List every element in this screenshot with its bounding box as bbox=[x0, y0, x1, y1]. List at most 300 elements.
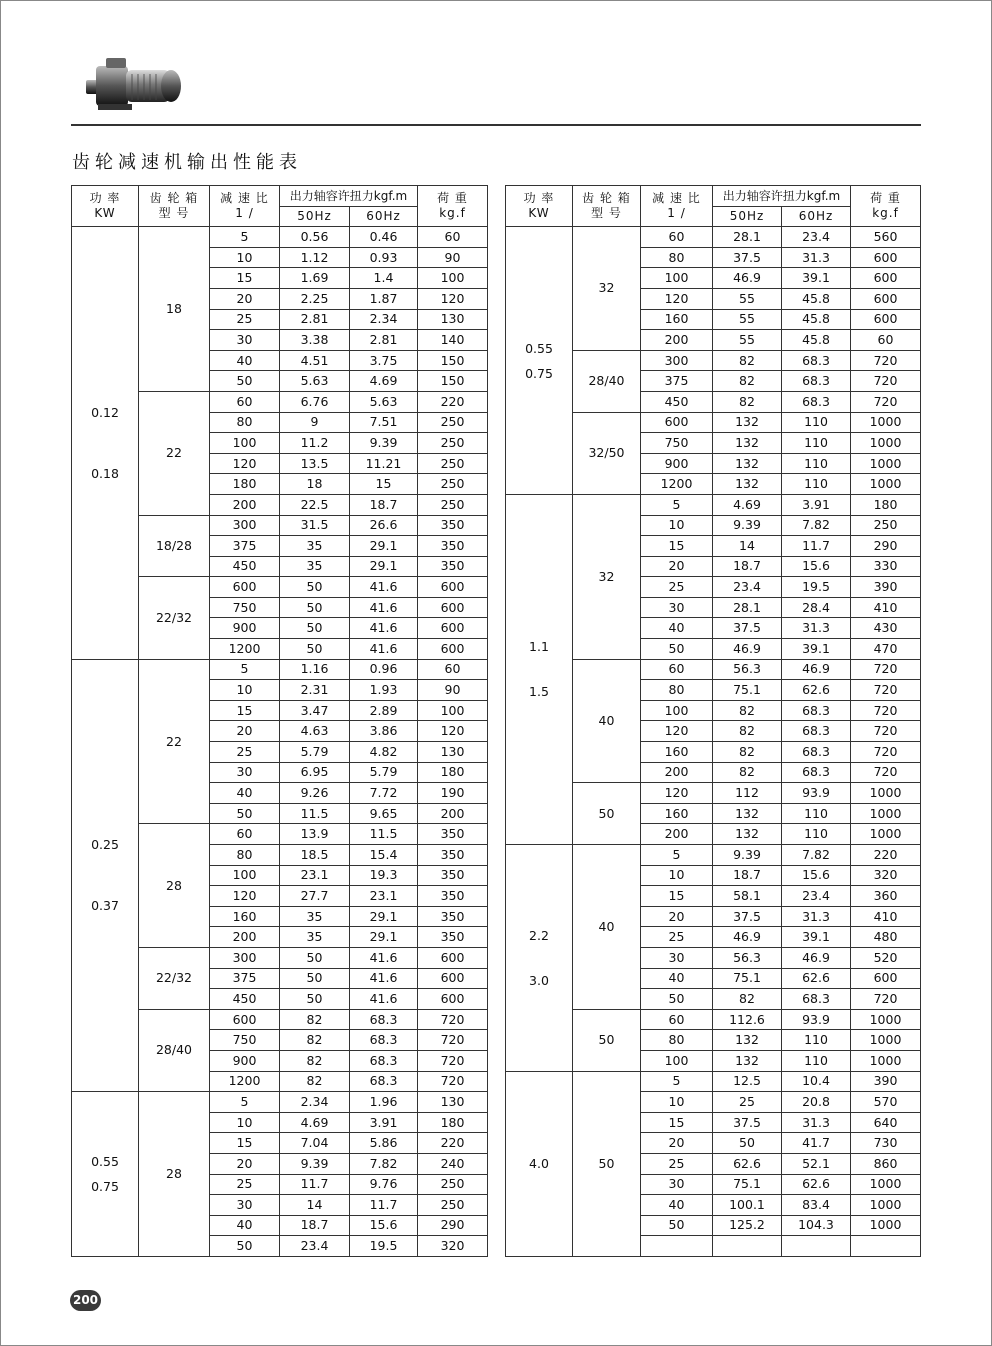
load-cell: 220 bbox=[418, 391, 488, 412]
ratio-cell: 450 bbox=[641, 391, 713, 412]
ratio-cell: 180 bbox=[210, 474, 280, 495]
torque-60hz-cell: 68.3 bbox=[350, 1071, 418, 1092]
ratio-cell: 600 bbox=[641, 412, 713, 433]
ratio-cell: 1200 bbox=[210, 1071, 280, 1092]
load-cell: 120 bbox=[418, 288, 488, 309]
torque-50hz-cell: 37.5 bbox=[713, 1112, 782, 1133]
torque-50hz-cell: 82 bbox=[280, 1071, 350, 1092]
load-cell: 720 bbox=[418, 1009, 488, 1030]
torque-50hz-cell: 82 bbox=[280, 1009, 350, 1030]
ratio-cell bbox=[641, 1236, 713, 1257]
load-cell: 1000 bbox=[851, 1195, 921, 1216]
torque-60hz-cell: 29.1 bbox=[350, 556, 418, 577]
ratio-cell: 200 bbox=[641, 824, 713, 845]
ratio-cell: 375 bbox=[210, 536, 280, 557]
torque-50hz-cell: 2.31 bbox=[280, 680, 350, 701]
torque-50hz-cell: 9.39 bbox=[280, 1153, 350, 1174]
gear-motor-image bbox=[86, 56, 186, 114]
ratio-cell: 30 bbox=[210, 1195, 280, 1216]
torque-60hz-cell: 93.9 bbox=[782, 1009, 851, 1030]
header-60hz: 60Hz bbox=[350, 206, 418, 227]
torque-60hz-cell: 62.6 bbox=[782, 680, 851, 701]
torque-50hz-cell: 1.12 bbox=[280, 247, 350, 268]
torque-60hz-cell: 1.93 bbox=[350, 680, 418, 701]
torque-60hz-cell: 11.7 bbox=[350, 1195, 418, 1216]
torque-50hz-cell: 23.4 bbox=[713, 577, 782, 598]
torque-50hz-cell: 132 bbox=[713, 474, 782, 495]
power-value: 0.75 bbox=[525, 365, 553, 381]
gearbox-cell: 28 bbox=[139, 824, 210, 948]
load-cell: 640 bbox=[851, 1112, 921, 1133]
torque-60hz-cell: 23.1 bbox=[350, 886, 418, 907]
ratio-cell: 60 bbox=[210, 824, 280, 845]
torque-50hz-cell: 18.7 bbox=[713, 556, 782, 577]
torque-50hz-cell: 3.47 bbox=[280, 700, 350, 721]
ratio-cell: 5 bbox=[641, 494, 713, 515]
torque-60hz-cell: 29.1 bbox=[350, 906, 418, 927]
torque-60hz-cell: 7.82 bbox=[350, 1153, 418, 1174]
torque-60hz-cell: 110 bbox=[782, 412, 851, 433]
load-cell: 350 bbox=[418, 536, 488, 557]
load-cell: 600 bbox=[851, 247, 921, 268]
ratio-cell: 15 bbox=[210, 1133, 280, 1154]
torque-50hz-cell: 3.38 bbox=[280, 330, 350, 351]
load-cell: 600 bbox=[851, 288, 921, 309]
torque-50hz-cell: 5.79 bbox=[280, 742, 350, 763]
ratio-cell: 5 bbox=[210, 659, 280, 680]
torque-60hz-cell: 68.3 bbox=[350, 1030, 418, 1051]
gearbox-cell: 22/32 bbox=[139, 577, 210, 659]
load-cell: 1000 bbox=[851, 1215, 921, 1236]
header-50hz: 50Hz bbox=[713, 206, 782, 227]
load-cell: 350 bbox=[418, 927, 488, 948]
load-cell: 350 bbox=[418, 515, 488, 536]
torque-60hz-cell: 15.6 bbox=[350, 1215, 418, 1236]
load-cell: 350 bbox=[418, 906, 488, 927]
torque-60hz-cell: 7.72 bbox=[350, 783, 418, 804]
torque-60hz-cell: 41.6 bbox=[350, 597, 418, 618]
power-cell bbox=[72, 227, 139, 659]
torque-60hz-cell: 68.3 bbox=[782, 989, 851, 1010]
load-cell: 1000 bbox=[851, 412, 921, 433]
torque-50hz-cell: 6.95 bbox=[280, 762, 350, 783]
load-cell: 860 bbox=[851, 1153, 921, 1174]
load-cell: 600 bbox=[418, 947, 488, 968]
torque-60hz-cell: 3.75 bbox=[350, 350, 418, 371]
gearbox-cell: 28/40 bbox=[139, 1009, 210, 1091]
load-cell: 120 bbox=[418, 721, 488, 742]
performance-table-right bbox=[505, 185, 921, 1257]
ratio-cell: 120 bbox=[641, 288, 713, 309]
torque-60hz-cell: 68.3 bbox=[782, 700, 851, 721]
torque-60hz-cell: 4.69 bbox=[350, 371, 418, 392]
ratio-cell: 900 bbox=[210, 1050, 280, 1071]
power-value: 0.55 bbox=[525, 340, 553, 356]
torque-60hz-cell: 0.46 bbox=[350, 227, 418, 248]
load-cell: 720 bbox=[418, 1030, 488, 1051]
torque-60hz-cell: 41.6 bbox=[350, 968, 418, 989]
torque-60hz-cell: 52.1 bbox=[782, 1153, 851, 1174]
ratio-cell: 750 bbox=[641, 433, 713, 454]
torque-50hz-cell: 9.26 bbox=[280, 783, 350, 804]
header-ratio: 减 速 比 1 / bbox=[641, 186, 713, 227]
ratio-cell: 25 bbox=[210, 742, 280, 763]
torque-50hz-cell: 28.1 bbox=[713, 227, 782, 248]
torque-50hz-cell: 50 bbox=[280, 618, 350, 639]
load-cell: 1000 bbox=[851, 1050, 921, 1071]
ratio-cell: 100 bbox=[210, 865, 280, 886]
load-cell: 1000 bbox=[851, 783, 921, 804]
header-load: 荷 重 kg.f bbox=[418, 186, 488, 227]
torque-60hz-cell: 11.21 bbox=[350, 453, 418, 474]
torque-60hz-cell: 18.7 bbox=[350, 494, 418, 515]
load-cell: 180 bbox=[418, 1112, 488, 1133]
torque-60hz-cell: 23.4 bbox=[782, 886, 851, 907]
ratio-cell: 100 bbox=[210, 433, 280, 454]
gearbox-cell: 22/32 bbox=[139, 947, 210, 1009]
table-row bbox=[506, 845, 921, 866]
power-cell bbox=[72, 1092, 139, 1257]
ratio-cell: 1200 bbox=[210, 639, 280, 660]
gearbox-cell: 22 bbox=[139, 659, 210, 824]
table-row bbox=[506, 494, 921, 515]
ratio-cell: 10 bbox=[210, 680, 280, 701]
torque-60hz-cell: 110 bbox=[782, 474, 851, 495]
torque-50hz-cell: 50 bbox=[280, 989, 350, 1010]
torque-60hz-cell: 45.8 bbox=[782, 288, 851, 309]
ratio-cell: 20 bbox=[641, 906, 713, 927]
torque-50hz-cell: 58.1 bbox=[713, 886, 782, 907]
torque-50hz-cell: 132 bbox=[713, 412, 782, 433]
torque-50hz-cell: 2.34 bbox=[280, 1092, 350, 1113]
torque-60hz-cell: 23.4 bbox=[782, 227, 851, 248]
table-row bbox=[72, 1092, 488, 1113]
power-value: 0.12 bbox=[91, 404, 119, 420]
torque-60hz-cell: 3.91 bbox=[782, 494, 851, 515]
load-cell: 240 bbox=[418, 1153, 488, 1174]
torque-60hz-cell: 1.96 bbox=[350, 1092, 418, 1113]
ratio-cell: 900 bbox=[641, 453, 713, 474]
ratio-cell: 15 bbox=[641, 536, 713, 557]
torque-60hz-cell: 110 bbox=[782, 453, 851, 474]
power-cell bbox=[72, 659, 139, 1091]
torque-50hz-cell: 82 bbox=[713, 989, 782, 1010]
load-cell: 60 bbox=[851, 330, 921, 351]
torque-60hz-cell: 39.1 bbox=[782, 639, 851, 660]
load-cell: 330 bbox=[851, 556, 921, 577]
torque-50hz-cell: 82 bbox=[713, 371, 782, 392]
torque-60hz-cell: 31.3 bbox=[782, 618, 851, 639]
ratio-cell: 10 bbox=[210, 247, 280, 268]
ratio-cell: 15 bbox=[210, 268, 280, 289]
torque-50hz-cell: 31.5 bbox=[280, 515, 350, 536]
header-torque: 出力轴容许扭力kgf.m bbox=[713, 186, 851, 207]
ratio-cell: 160 bbox=[641, 742, 713, 763]
load-cell: 720 bbox=[851, 659, 921, 680]
load-cell: 1000 bbox=[851, 824, 921, 845]
torque-50hz-cell: 0.56 bbox=[280, 227, 350, 248]
load-cell bbox=[851, 1236, 921, 1257]
load-cell: 560 bbox=[851, 227, 921, 248]
torque-60hz-cell: 9.65 bbox=[350, 803, 418, 824]
load-cell: 600 bbox=[418, 989, 488, 1010]
load-cell: 60 bbox=[418, 227, 488, 248]
torque-50hz-cell: 4.69 bbox=[280, 1112, 350, 1133]
torque-50hz-cell: 9.39 bbox=[713, 515, 782, 536]
load-cell: 140 bbox=[418, 330, 488, 351]
torque-50hz-cell: 18.5 bbox=[280, 845, 350, 866]
load-cell: 600 bbox=[851, 309, 921, 330]
torque-50hz-cell: 82 bbox=[713, 762, 782, 783]
load-cell: 350 bbox=[418, 556, 488, 577]
torque-50hz-cell: 82 bbox=[713, 350, 782, 371]
torque-60hz-cell: 45.8 bbox=[782, 309, 851, 330]
gearbox-cell: 50 bbox=[573, 1009, 641, 1071]
ratio-cell: 200 bbox=[641, 330, 713, 351]
torque-50hz-cell: 132 bbox=[713, 453, 782, 474]
torque-60hz-cell: 68.3 bbox=[782, 391, 851, 412]
ratio-cell: 20 bbox=[641, 1133, 713, 1154]
gearbox-cell: 18 bbox=[139, 227, 210, 392]
header-load: 荷 重 kg.f bbox=[851, 186, 921, 227]
torque-60hz-cell: 19.5 bbox=[350, 1236, 418, 1257]
ratio-cell: 50 bbox=[210, 1236, 280, 1257]
power-value: 0.37 bbox=[91, 898, 119, 914]
torque-50hz-cell: 9 bbox=[280, 412, 350, 433]
torque-50hz-cell: 132 bbox=[713, 1030, 782, 1051]
ratio-cell: 25 bbox=[210, 1174, 280, 1195]
power-value: 3.0 bbox=[529, 972, 549, 988]
torque-60hz-cell: 31.3 bbox=[782, 906, 851, 927]
ratio-cell: 5 bbox=[210, 1092, 280, 1113]
torque-60hz-cell: 41.7 bbox=[782, 1133, 851, 1154]
torque-50hz-cell: 11.5 bbox=[280, 803, 350, 824]
torque-60hz-cell: 39.1 bbox=[782, 268, 851, 289]
ratio-cell: 300 bbox=[641, 350, 713, 371]
ratio-cell: 40 bbox=[641, 618, 713, 639]
load-cell: 1000 bbox=[851, 453, 921, 474]
load-cell: 290 bbox=[851, 536, 921, 557]
load-cell: 250 bbox=[418, 1195, 488, 1216]
torque-50hz-cell: 100.1 bbox=[713, 1195, 782, 1216]
load-cell: 150 bbox=[418, 371, 488, 392]
ratio-cell: 80 bbox=[641, 680, 713, 701]
ratio-cell: 750 bbox=[210, 597, 280, 618]
torque-60hz-cell: 41.6 bbox=[350, 618, 418, 639]
torque-50hz-cell: 13.5 bbox=[280, 453, 350, 474]
torque-50hz-cell: 56.3 bbox=[713, 947, 782, 968]
load-cell: 1000 bbox=[851, 474, 921, 495]
torque-60hz-cell: 28.4 bbox=[782, 597, 851, 618]
ratio-cell: 80 bbox=[641, 247, 713, 268]
load-cell: 350 bbox=[418, 845, 488, 866]
load-cell: 90 bbox=[418, 680, 488, 701]
torque-50hz-cell: 35 bbox=[280, 556, 350, 577]
ratio-cell: 50 bbox=[641, 1215, 713, 1236]
ratio-cell: 40 bbox=[210, 1215, 280, 1236]
load-cell: 600 bbox=[418, 639, 488, 660]
ratio-cell: 80 bbox=[641, 1030, 713, 1051]
ratio-cell: 40 bbox=[210, 350, 280, 371]
torque-60hz-cell: 10.4 bbox=[782, 1071, 851, 1092]
torque-50hz-cell: 35 bbox=[280, 927, 350, 948]
ratio-cell: 25 bbox=[210, 309, 280, 330]
load-cell: 570 bbox=[851, 1092, 921, 1113]
gearbox-cell: 22 bbox=[139, 391, 210, 515]
load-cell: 720 bbox=[851, 391, 921, 412]
load-cell: 190 bbox=[418, 783, 488, 804]
torque-60hz-cell: 68.3 bbox=[350, 1050, 418, 1071]
ratio-cell: 40 bbox=[210, 783, 280, 804]
power-value: 1.5 bbox=[529, 684, 549, 700]
torque-50hz-cell: 2.81 bbox=[280, 309, 350, 330]
ratio-cell: 60 bbox=[210, 391, 280, 412]
torque-50hz-cell: 12.5 bbox=[713, 1071, 782, 1092]
torque-60hz-cell bbox=[782, 1236, 851, 1257]
load-cell: 720 bbox=[851, 721, 921, 742]
torque-60hz-cell: 83.4 bbox=[782, 1195, 851, 1216]
torque-50hz-cell: 50 bbox=[280, 947, 350, 968]
torque-50hz-cell: 18.7 bbox=[280, 1215, 350, 1236]
gearbox-cell: 40 bbox=[573, 659, 641, 783]
load-cell: 180 bbox=[851, 494, 921, 515]
page-number-badge: 200 bbox=[70, 1290, 101, 1311]
torque-50hz-cell: 18 bbox=[280, 474, 350, 495]
torque-60hz-cell: 29.1 bbox=[350, 536, 418, 557]
load-cell: 1000 bbox=[851, 433, 921, 454]
load-cell: 600 bbox=[851, 968, 921, 989]
torque-60hz-cell: 5.63 bbox=[350, 391, 418, 412]
power-value: 2.2 bbox=[529, 927, 549, 943]
ratio-cell: 120 bbox=[210, 886, 280, 907]
power-value: 0.75 bbox=[91, 1179, 119, 1194]
torque-60hz-cell: 9.76 bbox=[350, 1174, 418, 1195]
table-row bbox=[506, 227, 921, 248]
ratio-cell: 120 bbox=[210, 453, 280, 474]
ratio-cell: 200 bbox=[210, 927, 280, 948]
torque-50hz-cell: 50 bbox=[280, 639, 350, 660]
torque-50hz-cell: 50 bbox=[280, 577, 350, 598]
ratio-cell: 20 bbox=[210, 288, 280, 309]
torque-50hz-cell: 82 bbox=[713, 700, 782, 721]
torque-50hz-cell: 4.63 bbox=[280, 721, 350, 742]
torque-50hz-cell: 62.6 bbox=[713, 1153, 782, 1174]
ratio-cell: 300 bbox=[210, 947, 280, 968]
torque-60hz-cell: 68.3 bbox=[782, 721, 851, 742]
torque-50hz-cell: 5.63 bbox=[280, 371, 350, 392]
ratio-cell: 30 bbox=[210, 330, 280, 351]
torque-60hz-cell: 15.4 bbox=[350, 845, 418, 866]
ratio-cell: 20 bbox=[641, 556, 713, 577]
ratio-cell: 10 bbox=[641, 1092, 713, 1113]
load-cell: 220 bbox=[851, 845, 921, 866]
torque-50hz-cell: 82 bbox=[713, 721, 782, 742]
load-cell: 250 bbox=[418, 474, 488, 495]
ratio-cell: 450 bbox=[210, 989, 280, 1010]
torque-50hz-cell: 55 bbox=[713, 330, 782, 351]
load-cell: 250 bbox=[851, 515, 921, 536]
load-cell: 720 bbox=[851, 371, 921, 392]
torque-60hz-cell: 7.51 bbox=[350, 412, 418, 433]
load-cell: 100 bbox=[418, 700, 488, 721]
torque-50hz-cell: 22.5 bbox=[280, 494, 350, 515]
torque-60hz-cell: 68.3 bbox=[782, 762, 851, 783]
ratio-cell: 120 bbox=[641, 721, 713, 742]
load-cell: 430 bbox=[851, 618, 921, 639]
torque-50hz-cell: 132 bbox=[713, 803, 782, 824]
torque-60hz-cell: 20.8 bbox=[782, 1092, 851, 1113]
load-cell: 250 bbox=[418, 412, 488, 433]
ratio-cell: 300 bbox=[210, 515, 280, 536]
load-cell: 410 bbox=[851, 906, 921, 927]
ratio-cell: 600 bbox=[210, 577, 280, 598]
torque-50hz-cell: 25 bbox=[713, 1092, 782, 1113]
load-cell: 290 bbox=[418, 1215, 488, 1236]
torque-50hz-cell: 35 bbox=[280, 906, 350, 927]
load-cell: 350 bbox=[418, 824, 488, 845]
torque-50hz-cell: 112 bbox=[713, 783, 782, 804]
ratio-cell: 375 bbox=[641, 371, 713, 392]
torque-60hz-cell: 2.34 bbox=[350, 309, 418, 330]
torque-60hz-cell: 68.3 bbox=[782, 742, 851, 763]
ratio-cell: 50 bbox=[210, 371, 280, 392]
torque-60hz-cell: 41.6 bbox=[350, 639, 418, 660]
torque-60hz-cell: 11.5 bbox=[350, 824, 418, 845]
torque-50hz-cell: 1.69 bbox=[280, 268, 350, 289]
torque-60hz-cell: 19.3 bbox=[350, 865, 418, 886]
ratio-cell: 25 bbox=[641, 1153, 713, 1174]
ratio-cell: 100 bbox=[641, 700, 713, 721]
torque-50hz-cell: 14 bbox=[713, 536, 782, 557]
load-cell: 250 bbox=[418, 494, 488, 515]
torque-60hz-cell: 2.89 bbox=[350, 700, 418, 721]
header-torque: 出力轴容许扭力kgf.m bbox=[280, 186, 418, 207]
ratio-cell: 600 bbox=[210, 1009, 280, 1030]
torque-60hz-cell: 31.3 bbox=[782, 247, 851, 268]
load-cell: 600 bbox=[418, 968, 488, 989]
torque-60hz-cell: 110 bbox=[782, 433, 851, 454]
torque-60hz-cell: 68.3 bbox=[350, 1009, 418, 1030]
page-title: 齿轮减速机输出性能表 bbox=[72, 152, 302, 173]
ratio-cell: 5 bbox=[210, 227, 280, 248]
table-row bbox=[506, 1071, 921, 1092]
torque-50hz-cell: 55 bbox=[713, 309, 782, 330]
power-value: 1.1 bbox=[529, 639, 549, 655]
torque-60hz-cell: 15.6 bbox=[782, 556, 851, 577]
torque-60hz-cell: 62.6 bbox=[782, 1174, 851, 1195]
ratio-cell: 160 bbox=[210, 906, 280, 927]
torque-60hz-cell: 19.5 bbox=[782, 577, 851, 598]
torque-60hz-cell: 0.93 bbox=[350, 247, 418, 268]
torque-50hz-cell: 6.76 bbox=[280, 391, 350, 412]
torque-50hz-cell: 46.9 bbox=[713, 268, 782, 289]
torque-60hz-cell: 110 bbox=[782, 803, 851, 824]
torque-50hz-cell: 4.69 bbox=[713, 494, 782, 515]
torque-60hz-cell: 26.6 bbox=[350, 515, 418, 536]
load-cell: 720 bbox=[851, 680, 921, 701]
ratio-cell: 200 bbox=[641, 762, 713, 783]
torque-50hz-cell: 82 bbox=[713, 391, 782, 412]
torque-60hz-cell: 5.79 bbox=[350, 762, 418, 783]
torque-60hz-cell: 15.6 bbox=[782, 865, 851, 886]
torque-60hz-cell: 31.3 bbox=[782, 1112, 851, 1133]
torque-50hz-cell: 132 bbox=[713, 824, 782, 845]
torque-60hz-cell: 1.4 bbox=[350, 268, 418, 289]
load-cell: 720 bbox=[418, 1050, 488, 1071]
ratio-cell: 30 bbox=[641, 597, 713, 618]
ratio-cell: 5 bbox=[641, 845, 713, 866]
header-60hz: 60Hz bbox=[782, 206, 851, 227]
